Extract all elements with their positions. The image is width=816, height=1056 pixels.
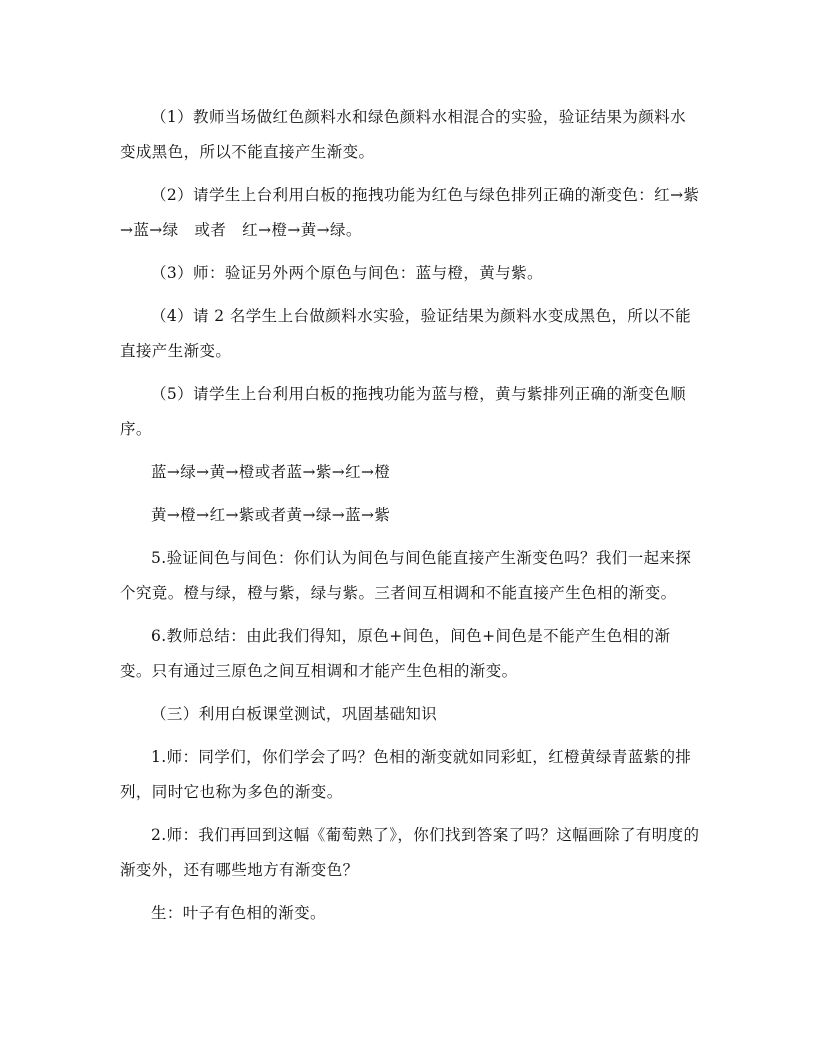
paragraph-gap — [120, 689, 700, 697]
paragraph-experiment-red-green: （1）教师当场做红色颜料水和绿色颜料水相混合的实验，验证结果为颜料水变成黑色，所以不能直接产生渐变。 — [120, 108, 686, 161]
document-body — [120, 100, 700, 931]
paragraph-gap — [120, 732, 700, 740]
paragraph-gap — [120, 611, 700, 619]
paragraph-verify-blue-orange: （3）师：验证另外两个原色与间色：蓝与橙，黄与紫。 — [151, 264, 543, 282]
paragraph-drag-blue-orange: （5）请学生上台利用白板的拖拽功能为蓝与橙，黄与紫排列正确的渐变色顺序。 — [120, 385, 686, 438]
paragraph-grapes-painting: 2.师：我们再回到这幅《葡萄熟了》，你们找到答案了吗？这幅画除了有明度的渐变外，还有哪些地方有渐变色？ — [120, 826, 700, 879]
paragraph-gap — [120, 291, 700, 299]
paragraph-student-answer: 生：叶子有色相的渐变。 — [151, 904, 326, 922]
paragraph-gap — [120, 888, 700, 896]
paragraph-gap — [120, 533, 700, 541]
paragraph-sequence-blue: 蓝→绿→黄→橙或者蓝→紫→红→橙 — [151, 463, 391, 481]
paragraph-gap — [120, 447, 700, 455]
paragraph-gap — [120, 369, 700, 377]
paragraph-secondary-colors: 5.验证间色与间色：你们认为间色与间色能直接产生渐变色吗？我们一起来探个究竟。橙与绿，橙与紫，绿与紫。三者间互相调和不能直接产生色相的渐变。 — [120, 549, 692, 602]
paragraph-sequence-yellow: 黄→橙→红→紫或者黄→绿→蓝→紫 — [151, 506, 391, 524]
paragraph-student-experiment: （4）请 2 名学生上台做颜料水实验，验证结果为颜料水变成黑色，所以不能直接产生渐变。 — [120, 307, 691, 360]
paragraph-gap — [120, 490, 700, 498]
paragraph-gap — [120, 170, 700, 178]
paragraph-gap — [120, 248, 700, 256]
paragraph-drag-red-green: （2）请学生上台利用白板的拖拽功能为红色与绿色排列正确的渐变色：红→紫→蓝→绿 或者 红→橙→黄→绿。 — [120, 186, 700, 239]
paragraph-gap — [120, 810, 700, 818]
paragraph-rainbow: 1.师：同学们，你们学会了吗？色相的渐变就如同彩虹，红橙黄绿青蓝紫的排列，同时它也称为多色的渐变。 — [120, 748, 692, 801]
section-heading-classroom-test: （三）利用白板课堂测试，巩固基础知识 — [151, 705, 438, 723]
paragraph-teacher-summary: 6.教师总结：由此我们得知，原色+间色，间色+间色是不能产生色相的渐变。只有通过三原色之间互相调和才能产生色相的渐变。 — [120, 627, 671, 680]
